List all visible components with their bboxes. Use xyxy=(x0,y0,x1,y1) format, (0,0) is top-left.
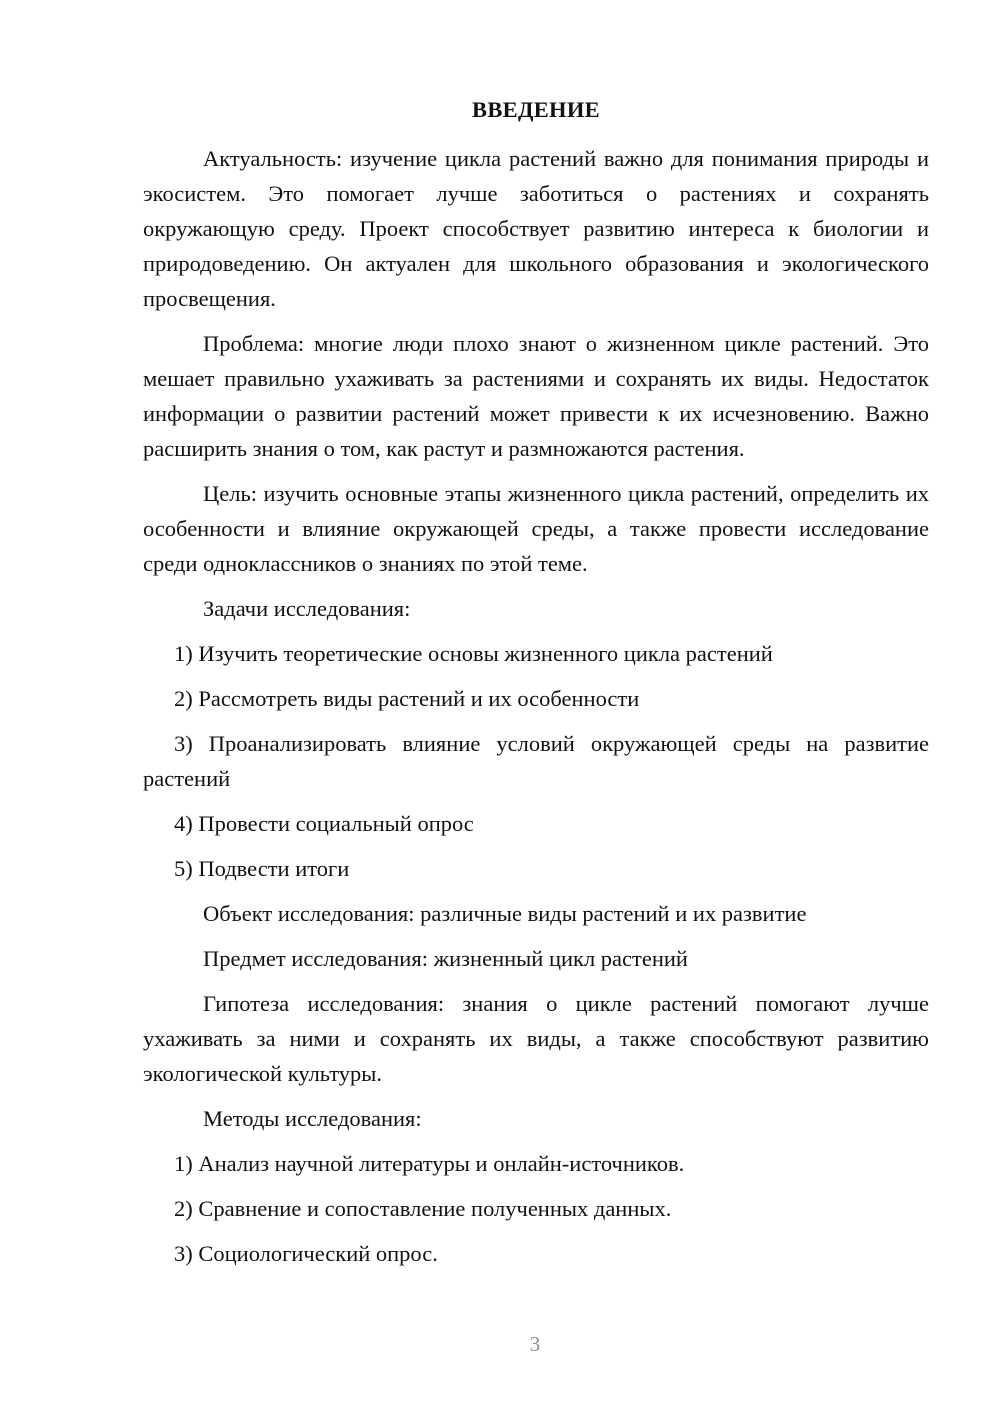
research-subject: Предмет исследования: жизненный цикл растений xyxy=(203,946,688,971)
section-title: ВВЕДЕНИЕ xyxy=(472,97,600,122)
method-item: 3) Социологический опрос. xyxy=(174,1241,438,1266)
goal-paragraph: Цель: изучить основные этапы жизненного цикла растений, определить их особенности и влияние окружающей среды, а также провести исследование среди одноклассников о знаниях по этой теме. xyxy=(143,481,929,576)
task-item: 4) Провести социальный опрос xyxy=(174,811,474,836)
methods-heading: Методы исследования: xyxy=(203,1106,422,1131)
method-item: 2) Сравнение и сопоставление полученных данных. xyxy=(174,1196,672,1221)
task-item: 5) Подвести итоги xyxy=(174,856,350,881)
relevance-paragraph: Актуальность: изучение цикла растений важно для понимания природы и экосистем. Это помогает лучше заботиться о растениях и сохранять окружающую среду. Проект способствует развитию интереса к биологии и природоведению. Он актуален для школьного образования и экологического просвещения. xyxy=(143,146,929,311)
task-item: 3) Проанализировать влияние условий окружающей среды на развитие растений xyxy=(143,731,929,791)
tasks-heading: Задачи исследования: xyxy=(203,596,411,621)
method-item: 1) Анализ научной литературы и онлайн-источников. xyxy=(174,1151,685,1176)
document-page xyxy=(143,92,929,1281)
task-item: 2) Рассмотреть виды растений и их особенности xyxy=(174,686,640,711)
hypothesis-paragraph: Гипотеза исследования: знания о цикле растений помогают лучше ухаживать за ними и сохранять их виды, а также способствуют развитию экологической культуры. xyxy=(143,991,929,1086)
task-item: 1) Изучить теоретические основы жизненного цикла растений xyxy=(174,641,773,666)
problem-paragraph: Проблема: многие люди плохо знают о жизненном цикле растений. Это мешает правильно ухаживать за растениями и сохранять их виды. Недостаток информации о развитии растений может привести к их исчезновению. Важно расширить знания о том, как растут и размножаются растения. xyxy=(143,331,929,461)
page-number: 3 xyxy=(529,1332,541,1356)
research-object: Объект исследования: различные виды растений и их развитие xyxy=(203,901,807,926)
